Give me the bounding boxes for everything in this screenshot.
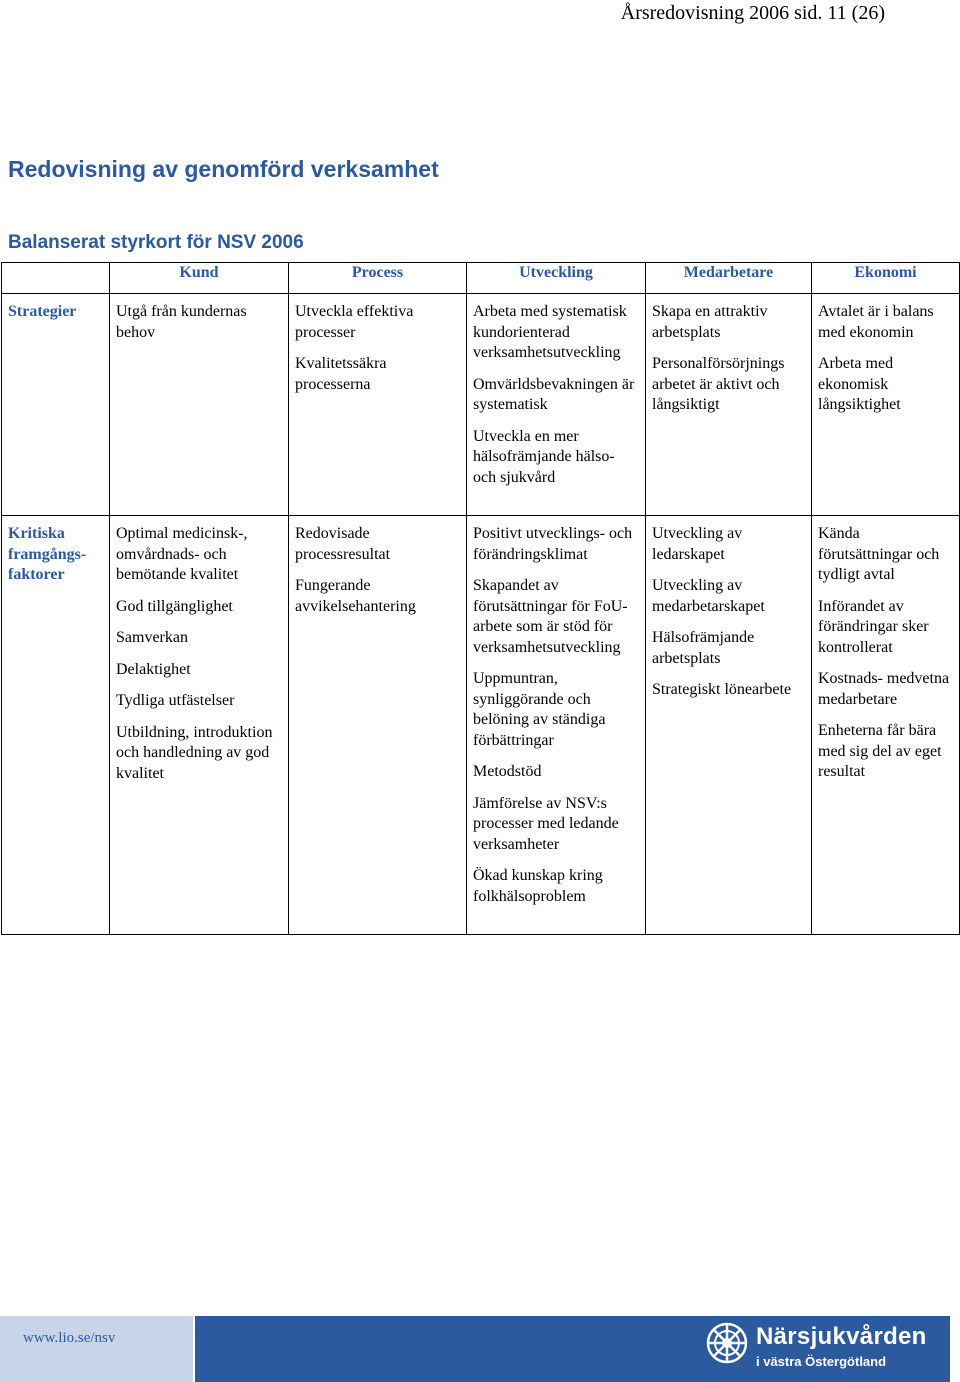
cell-strategier-kund (110, 294, 289, 516)
cell-text: Uppmuntran, synliggörande och belöning av ständiga förbättringar (473, 670, 606, 749)
corner-cell (2, 263, 110, 294)
cell-kff-kund (110, 516, 289, 935)
col-header-process: Process (289, 263, 467, 294)
col-header-utveckling: Utveckling (467, 263, 646, 294)
cell-text: Samverkan (116, 629, 188, 646)
logo-name: Närsjukvården (756, 1323, 927, 1350)
cell-strategier-utveckling (467, 294, 646, 516)
cell-text: Delaktighet (116, 660, 191, 678)
cell-text: Utveckling av medarbetarskapet (652, 577, 765, 615)
cell-strategier-ekonomi (812, 294, 960, 516)
cell-text: Utveckla en mer hälsofrämjande hälso- och sjukvård (473, 427, 615, 486)
cell-text: Kvalitetssäkra processerna (295, 355, 387, 393)
cell-text: Strategiskt lönearbete (652, 681, 792, 698)
scorecard-table (1, 262, 960, 935)
page-header: Årsredovisning 2006 sid. 11 (26) (620, 2, 885, 24)
col-header-kund: Kund (110, 263, 289, 294)
cell-text: Jämförelse av NSV:s processer med ledande verksamheter (473, 794, 619, 853)
footer-url-link[interactable]: www.lio.se/nsv (23, 1330, 116, 1346)
cell-text: Arbeta med systematisk kundorienterad verksamhetsutveckling (473, 303, 627, 361)
cell-text: Tydliga utfästelser (116, 692, 235, 709)
cell-text: Utveckla effektiva processer (295, 303, 414, 341)
cell-kff-utveckling (467, 516, 646, 935)
cell-text: Arbeta med ekonomisk långsiktighet (818, 355, 901, 413)
cell-text: God tillgänglighet (116, 597, 233, 615)
cell-kff-ekonomi (812, 516, 960, 935)
header-row (2, 263, 960, 294)
table-row-strategier (2, 294, 960, 516)
cell-text: Skapandet av förutsättningar för FoU-arbete som är stöd för verksamhetsutveckling (473, 577, 628, 656)
cell-text: Positivt utvecklings- och förändringsklimat (473, 525, 633, 563)
cell-text: Enheterna får bära med sig del av eget resultat (818, 722, 942, 780)
cell-text: Utveckling av ledarskapet (652, 525, 743, 563)
cell-text: Skapa en attraktiv arbetsplats (652, 303, 768, 341)
cell-text: Utbildning, introduktion och handledning av god kvalitet (116, 723, 273, 782)
cell-text: Kostnads- medvetna medarbetare (818, 670, 950, 708)
cell-text: Redovisade processresultat (295, 525, 391, 563)
page-title: Redovisning av genomförd verksamhet (8, 156, 439, 182)
footer-left-panel (0, 1316, 193, 1382)
col-header-ekonomi: Ekonomi (812, 263, 960, 294)
cell-text: Avtalet är i balans med ekonomin (818, 303, 934, 341)
cell-text: Fungerande avvikelsehantering (295, 577, 416, 615)
cell-text: Optimal medicinsk-, omvårdnads- och bemötande kvalitet (116, 525, 248, 583)
cell-text: Omvärldsbevakningen är systematisk (473, 375, 635, 413)
col-header-medarbetare: Medarbetare (646, 263, 812, 294)
row-header-strategier: Strategier (2, 294, 110, 516)
cell-text: Införandet av förändringar sker kontrollerat (818, 597, 929, 656)
cell-kff-process (289, 516, 467, 935)
cell-text: Personalförsörjnings arbetet är aktivt och långsiktigt (652, 355, 785, 413)
cell-text: Hälsofrämjande arbetsplats (652, 629, 755, 667)
page-subtitle: Balanserat styrkort för NSV 2006 (8, 232, 304, 253)
emblem-icon (706, 1322, 748, 1364)
cell-strategier-medarbetare (646, 294, 812, 516)
logo-subtitle: i västra Östergötland (756, 1354, 887, 1369)
cell-text: Kända förutsättningar och tydligt avtal (818, 525, 940, 583)
cell-text: Ökad kunskap kring folkhälsoproblem (473, 867, 603, 905)
cell-text: Metodstöd (473, 763, 542, 780)
cell-text: Utgå från kundernas behov (116, 303, 247, 341)
row-header-kritiska-framgangsfaktorer: Kritiska framgångs- faktorer (2, 516, 110, 935)
table-row-kritiska-framgangsfaktorer (2, 516, 960, 935)
cell-strategier-process (289, 294, 467, 516)
cell-kff-medarbetare (646, 516, 812, 935)
